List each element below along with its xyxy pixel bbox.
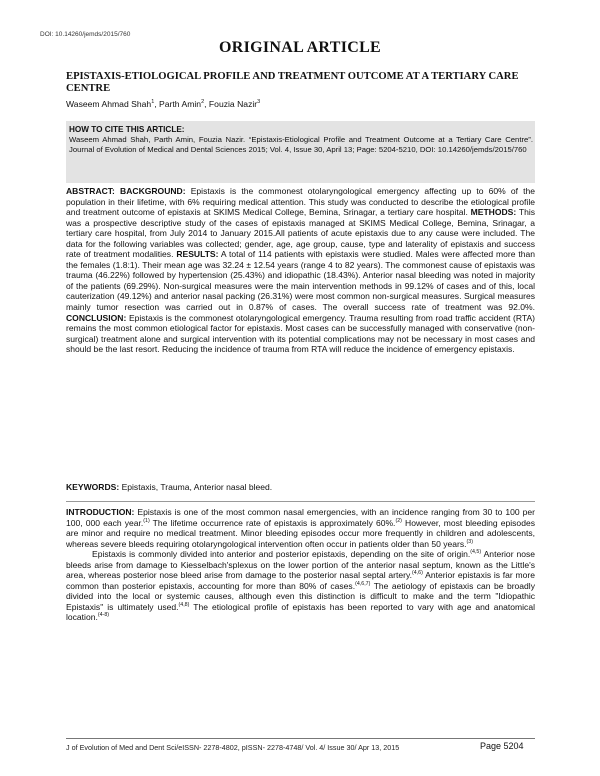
citation-ref: (3) <box>466 538 474 545</box>
page-number: Page 5204 <box>480 741 524 751</box>
text-run: The lifetime occurrence rate of epistaxis is approximately 60%. <box>152 517 396 528</box>
abstract <box>66 186 535 355</box>
text-run: Anterior epistaxis is far more common than posterior epistaxis, accounting for more than 80% of cases. <box>66 570 536 591</box>
keywords-label: KEYWORDS: <box>66 482 120 492</box>
text-run: Epistaxis is commonly divided into anterior and posterior epistaxis, depending on the site of origin. <box>92 549 471 560</box>
author-name: Waseem Ahmad Shah <box>66 99 152 109</box>
text-run: The aetiology of epistaxis can be broadly divided into the local or systemic causes, although even this distinction is difficult to make and the term "Idiopathic Epistaxis" is ultimately used. <box>66 580 535 612</box>
author-name: Fouzia Nazir <box>208 99 258 109</box>
citation-ref: (4,6) <box>411 570 423 577</box>
results-label: RESULTS: <box>176 249 219 260</box>
citation-heading: HOW TO CITE THIS ARTICLE: <box>69 125 185 134</box>
section-divider <box>66 501 535 502</box>
background-label: BACKGROUND: <box>120 186 186 196</box>
introduction-label: INTRODUCTION: <box>66 507 135 517</box>
keywords <box>66 482 535 493</box>
author-affiliation: 1 <box>151 99 155 106</box>
introduction-section <box>66 507 535 623</box>
author-affiliation: 3 <box>257 99 261 106</box>
background-text: Epistaxis is the commonest otolaryngological emergency affecting up to 60% of the population in their lifetime, with 6% requiring medical attention. This study was conducted to describe the etiological profile and treatment outcome of epistaxis at SKIMS Medical College, Bemina, Srinagar, a tertiary care hospital. <box>66 186 535 218</box>
citation-ref: (4-8) <box>97 612 110 619</box>
citation-ref: (1) <box>143 517 150 524</box>
methods-text: This was a prospective descriptive study of the cases of epistaxis managed at SKIMS Medical College, Bemina, Srinagar, a tertiary care hospital, from July 2014 to January 2015.All patients of acute epistaxis due to any cause were included. The data for the following variables was collected; gender, age, age group, cause, type and laterality of epistaxis and success rate of treatment modalities. <box>66 207 535 260</box>
article-title: EPISTAXIS-ETIOLOGICAL PROFILE AND TREATMENT OUTCOME AT A TERTIARY CARE CENTRE <box>66 71 519 94</box>
results-text: A total of 114 patients with epistaxis were studied. Males were affected more than the females (1.8:1). Their mean age was 32.24 ± 12.54 years (range 4 to 82 years). The commonest cause of epistaxis was trauma (46.22%) followed by hypertension (25.43%) and idiopathic (18.43%). Anterior nasal bleeding was noted in majority of the patients (69.29%). Non-surgical measures were the main intervention methods in 99.12% of cases and of this, local cauterization (49.12%) and anterior nasal packing (26.31%) were most common non-surgical measures. Surgical measures mainly tumor resection was carried out in 0.87% of cases. The overall success rate of treatment was 92.0%. <box>66 249 536 313</box>
citation-box <box>66 121 535 183</box>
text-run: The etiological profile of epistaxis has been reported to vary with age and anatomical location. <box>66 601 535 623</box>
abstract-label: ABSTRACT: <box>66 186 115 196</box>
citation-ref: (2) <box>395 517 402 524</box>
citation-text: Waseem Ahmad Shah, Parth Amin, Fouzia Nazir. “Epistaxis-Etiological Profile and Treatment Outcome at a Tertiary Care Centre”. Journal of Evolution of Medical and Dental Sciences 2015; Vol. 4, Issue 30, April 13; Page: 5204-5210, DOI: 10.14260/jemds/2015/760 <box>69 135 533 155</box>
text-run: However, most bleeding episodes are minor and require no medical treatment. Minor bleeding episodes occur more frequently in children and adolescents, whereas severe bleeds requiring otolaryngological intervention often occur in patients older than 50 years. <box>66 517 535 549</box>
methods-label: METHODS: <box>470 207 517 218</box>
citation-ref: (4,6,7) <box>355 580 371 587</box>
conclusion-text: Epistaxis is the commonest otolaryngological emergency. Trauma resulting from road traffic accident (RTA) remains the most common etiological factor for epistaxis. Most cases can be successfully managed with conservative (non-surgical) treatment alone and surgical intervention with its potential complications may not be necessary in most cases and should be the last resort. Reducing the incidence of trauma from RTA will reduce the incidence of emergency epistaxis. <box>66 312 536 355</box>
article-type: ORIGINAL ARTICLE <box>218 39 382 56</box>
conclusion-label: CONCLUSION: <box>66 312 127 323</box>
paragraph <box>66 507 535 549</box>
citation-ref: (4,8) <box>178 602 190 609</box>
author-list: Waseem Ahmad Shah$^1$, Parth Amin$^2$, Fouzia Nazir$^3$ <box>66 99 261 109</box>
paragraph <box>66 549 535 623</box>
keywords-text: Epistaxis, Trauma, Anterior nasal bleed. <box>121 482 273 492</box>
citation-ref: (4,5) <box>470 549 482 556</box>
author-affiliation: 2 <box>201 99 205 106</box>
author-name: Parth Amin <box>159 99 202 109</box>
footer-journal: J of Evolution of Med and Dent Sci/eISSN- 2278-4802, pISSN- 2278-4748/ Vol. 4/ Issue 30/ Apr 13, 2015 <box>66 743 400 752</box>
text-run: Anterior nose bleeds arise from damage to Kiesselbach'splexus on the lower portion of the anterior nasal septum, known as the Little's area, whereas posterior nose bleed arise from damage to the posterior nasal septal artery. <box>66 549 535 581</box>
footer-divider <box>66 738 535 739</box>
text-run: Epistaxis is one of the most common nasal emergencies, with an incidence ranging from 30 to 100 per 100, 000 each year. <box>66 507 535 528</box>
doi: DOI: 10.14260/jemds/2015/760 <box>40 31 131 38</box>
